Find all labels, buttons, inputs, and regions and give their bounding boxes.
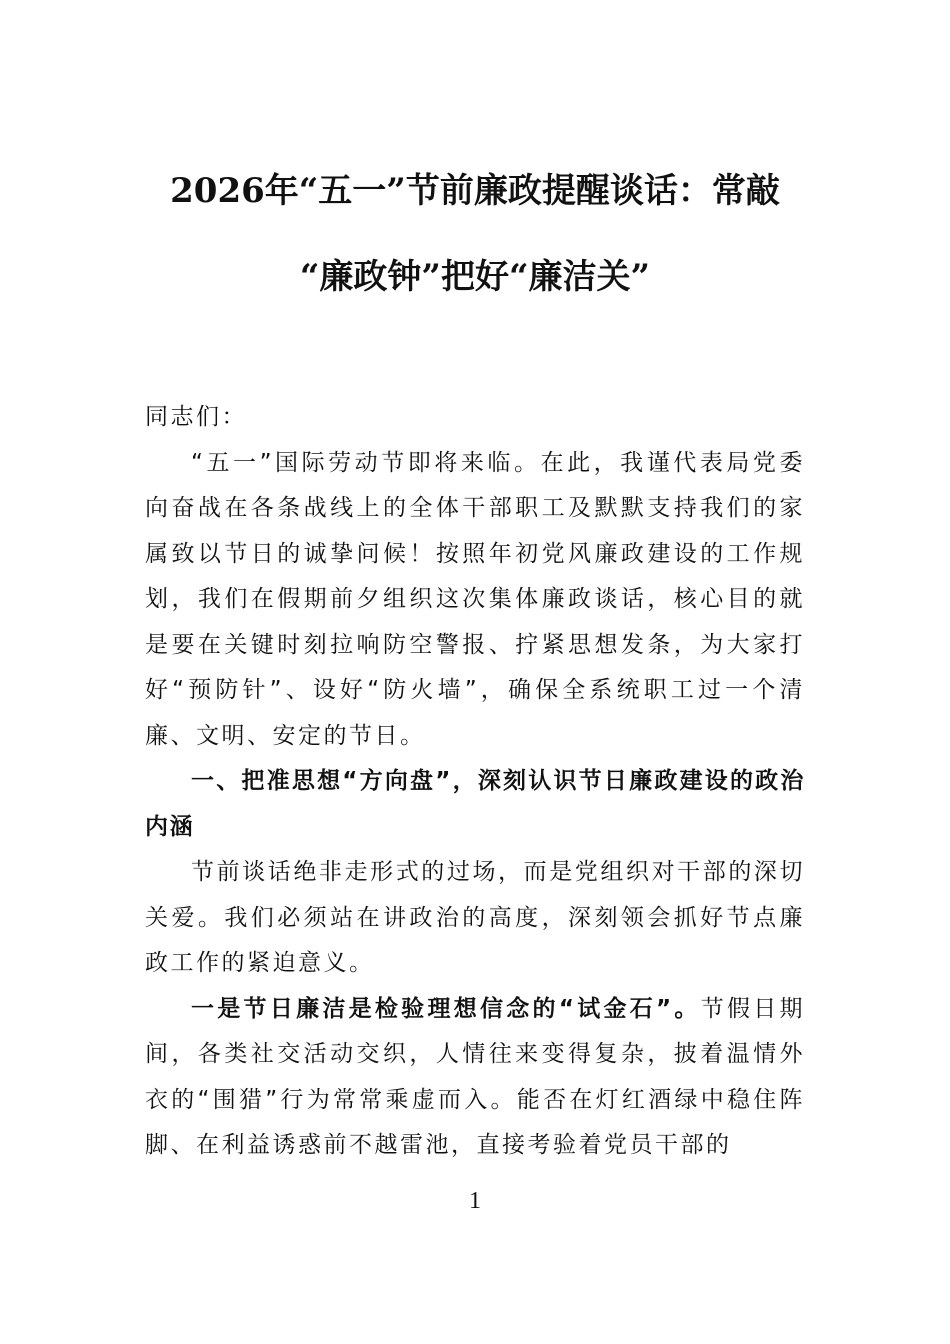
paragraph-point-1 bbox=[145, 987, 805, 1169]
paragraph-intro: “五一”国际劳动节即将来临。在此，我谨代表局党委向奋战在各条战线上的全体干部职工及默默支持我们的家属致以节日的诚挚问候！按照年初党风廉政建设的工作规划，我们在假期前夕组织这次集体廉政谈话，核心目的就是要在关键时刻拉响防空警报、拧紧思想发条，为大家打好“预防针”、设好“防火墙”，确保全系统职工过一个清廉、文明、安定的节日。 bbox=[145, 449, 805, 749]
document-title bbox=[120, 148, 830, 320]
title-line-1: 2026年“五一”节前廉政提醒谈话：常敲 bbox=[170, 171, 780, 211]
salutation: 同志们： bbox=[145, 404, 247, 430]
page-number: 1 bbox=[469, 1188, 481, 1214]
paragraph-section-1: 节前谈话绝非走形式的过场，而是党组织对干部的深切关爱。我们必须站在讲政治的高度，深刻领会抓好节点廉政工作的紧迫意义。 bbox=[145, 859, 805, 976]
point-1-text: 节假日期间，各类社交活动交织，人情往来变得复杂，披着温情外衣的“围猎”行为常常乘虚而入。能否在灯红酒绿中稳住阵脚、在利益诱惑前不越雷池，直接考验着党员干部的 bbox=[145, 995, 806, 1158]
point-1-lead: 一是节日廉洁是检验理想信念的“试金石”。 bbox=[191, 995, 701, 1022]
title-line-2: “廉政钟”把好“廉洁关” bbox=[299, 257, 651, 297]
section-heading-1: 一、把准思想“方向盘”，深刻认识节日廉政建设的政治内涵 bbox=[145, 768, 805, 840]
document-body bbox=[145, 395, 805, 1169]
